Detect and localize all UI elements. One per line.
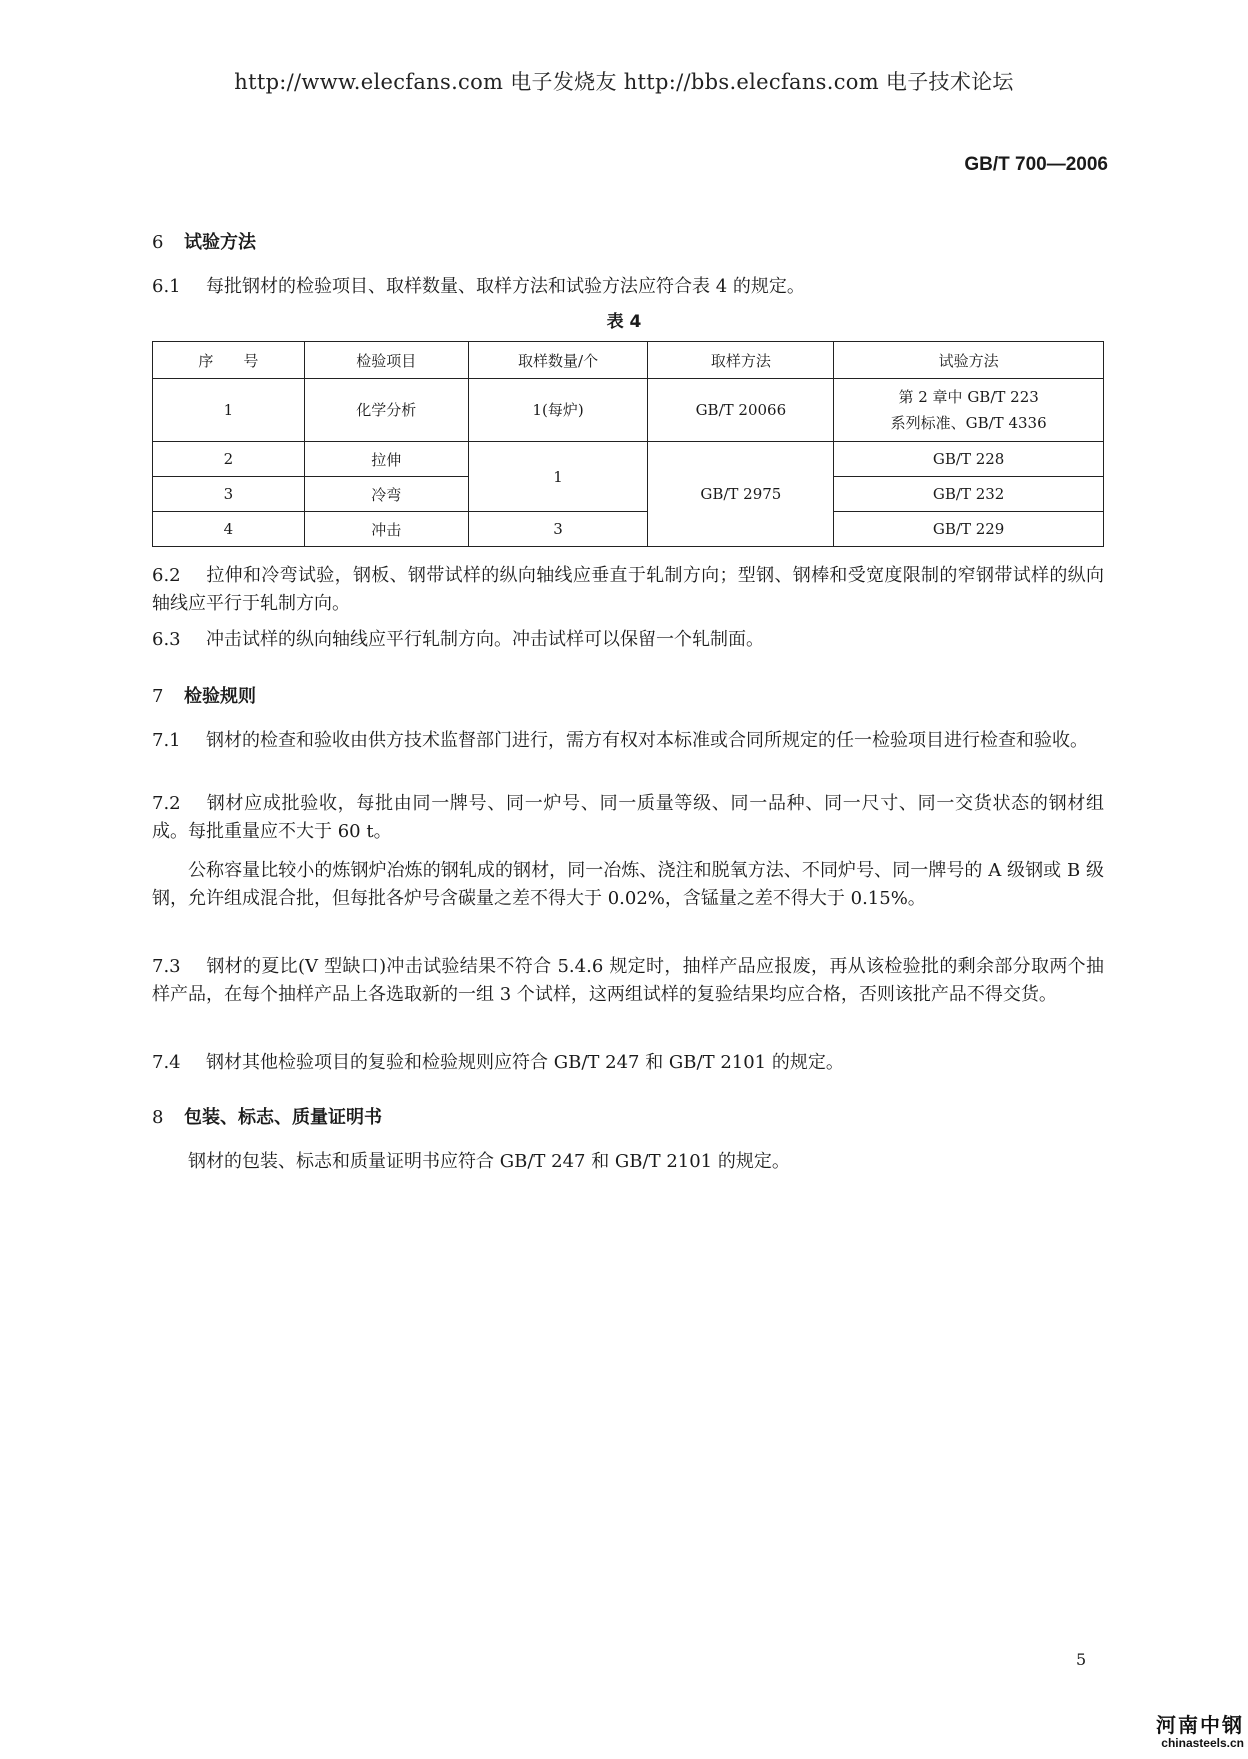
table-header-row — [153, 342, 1104, 379]
section-title: 检验规则 — [184, 686, 256, 707]
header-qty: 取样数量/个 — [468, 342, 648, 379]
page-number: 5 — [1076, 1650, 1087, 1669]
cell-item: 拉伸 — [304, 442, 468, 477]
site-header: http://www.elecfans.com 电子发烧友 http://bbs.elecfans.com 电子技术论坛 — [234, 70, 1014, 94]
section-8-heading — [152, 1103, 382, 1129]
clause-number: 6.2 — [152, 565, 181, 586]
paragraph-7-4 — [152, 1049, 1104, 1077]
method-line: 第 2 章中 GB/T 223 — [898, 388, 1039, 406]
paragraph-8: 钢材的包装、标志和质量证明书应符合 GB/T 247 和 GB/T 2101 的规定。 — [188, 1151, 790, 1172]
clause-text: 钢材的夏比(V 型缺口)冲击试验结果不符合 5.4.6 规定时，抽样产品应报废，再从该检验批的剩余部分取两个抽样产品，在每个抽样产品上各选取新的一组 3 个试样，这两组试样的复验结果均应合格，否则该批产品不得交货。 — [152, 956, 1104, 1005]
paragraph-7-3 — [152, 953, 1104, 1009]
paragraph-7-1 — [152, 727, 1104, 755]
standard-code: GB/T 700—2006 — [964, 154, 1108, 175]
cell-no: 2 — [153, 442, 305, 477]
header-item: 检验项目 — [304, 342, 468, 379]
paragraph-7-2 — [152, 790, 1104, 846]
clause-text: 冲击试样的纵向轴线应平行轧制方向。冲击试样可以保留一个轧制面。 — [206, 629, 764, 650]
paragraph-6-1 — [152, 273, 1104, 301]
cell-no: 3 — [153, 477, 305, 512]
method-line: 系列标准、GB/T 4336 — [890, 414, 1047, 432]
cell-item: 冲击 — [304, 512, 468, 547]
clause-number: 7.3 — [152, 956, 181, 977]
test-method-table — [152, 341, 1104, 547]
cell-no: 4 — [153, 512, 305, 547]
clause-text: 钢材的检查和验收由供方技术监督部门进行，需方有权对本标准或合同所规定的任一检验项目进行检查和验收。 — [206, 730, 1088, 751]
watermark-cn: 河南中钢 — [1156, 1715, 1244, 1737]
clause-number: 6.3 — [152, 629, 181, 650]
table-caption: 表 4 — [606, 312, 642, 332]
header-sampling: 取样方法 — [648, 342, 834, 379]
header-method: 试验方法 — [834, 342, 1104, 379]
cell-method: GB/T 229 — [834, 512, 1104, 547]
clause-text: 拉伸和冷弯试验，钢板、钢带试样的纵向轴线应垂直于轧制方向；型钢、钢棒和受宽度限制的窄钢带试样的纵向轴线应平行于轧制方向。 — [152, 565, 1104, 614]
section-6-heading — [152, 228, 256, 254]
clause-number: 7.2 — [152, 793, 181, 814]
section-number: 6 — [152, 232, 164, 253]
cell-qty: 1 — [468, 442, 648, 512]
cell-no: 1 — [153, 379, 305, 442]
cell-qty: 3 — [468, 512, 648, 547]
cell-sampling: GB/T 2975 — [648, 442, 834, 547]
watermark-logo — [1120, 1716, 1244, 1750]
section-number: 8 — [152, 1107, 164, 1128]
cell-item: 化学分析 — [304, 379, 468, 442]
watermark-en: chinasteels.cn — [1161, 1736, 1244, 1750]
section-7-heading — [152, 682, 256, 708]
clause-number: 6.1 — [152, 276, 181, 297]
cell-method: GB/T 232 — [834, 477, 1104, 512]
cell-method: GB/T 228 — [834, 442, 1104, 477]
table-row — [153, 512, 1104, 547]
cell-sampling: GB/T 20066 — [648, 379, 834, 442]
section-number: 7 — [152, 686, 164, 707]
clause-text: 钢材其他检验项目的复验和检验规则应符合 GB/T 247 和 GB/T 2101 的规定。 — [206, 1052, 844, 1073]
clause-number: 7.1 — [152, 730, 181, 751]
cell-qty: 1(每炉) — [468, 379, 648, 442]
clause-number: 7.4 — [152, 1052, 181, 1073]
table-row — [153, 379, 1104, 442]
cell-item: 冷弯 — [304, 477, 468, 512]
clause-text: 钢材应成批验收，每批由同一牌号、同一炉号、同一质量等级、同一品种、同一尺寸、同一交货状态的钢材组成。每批重量应不大于 60 t。 — [152, 793, 1104, 842]
section-title: 试验方法 — [184, 232, 256, 253]
paragraph-7-2-continued: 公称容量比较小的炼钢炉冶炼的钢轧成的钢材，同一冶炼、浇注和脱氧方法、不同炉号、同一牌号的 A 级钢或 B 级钢，允许组成混合批，但每批各炉号含碳量之差不得大于 0.02%，含锰量之差不得大于 0.15%。 — [152, 860, 1104, 909]
paragraph-6-3 — [152, 626, 1104, 654]
section-title: 包装、标志、质量证明书 — [184, 1107, 382, 1128]
clause-text: 每批钢材的检验项目、取样数量、取样方法和试验方法应符合表 4 的规定。 — [206, 276, 805, 297]
cell-method — [834, 379, 1104, 442]
header-no: 序 号 — [153, 342, 305, 379]
table-row — [153, 442, 1104, 477]
paragraph-6-2 — [152, 562, 1104, 618]
